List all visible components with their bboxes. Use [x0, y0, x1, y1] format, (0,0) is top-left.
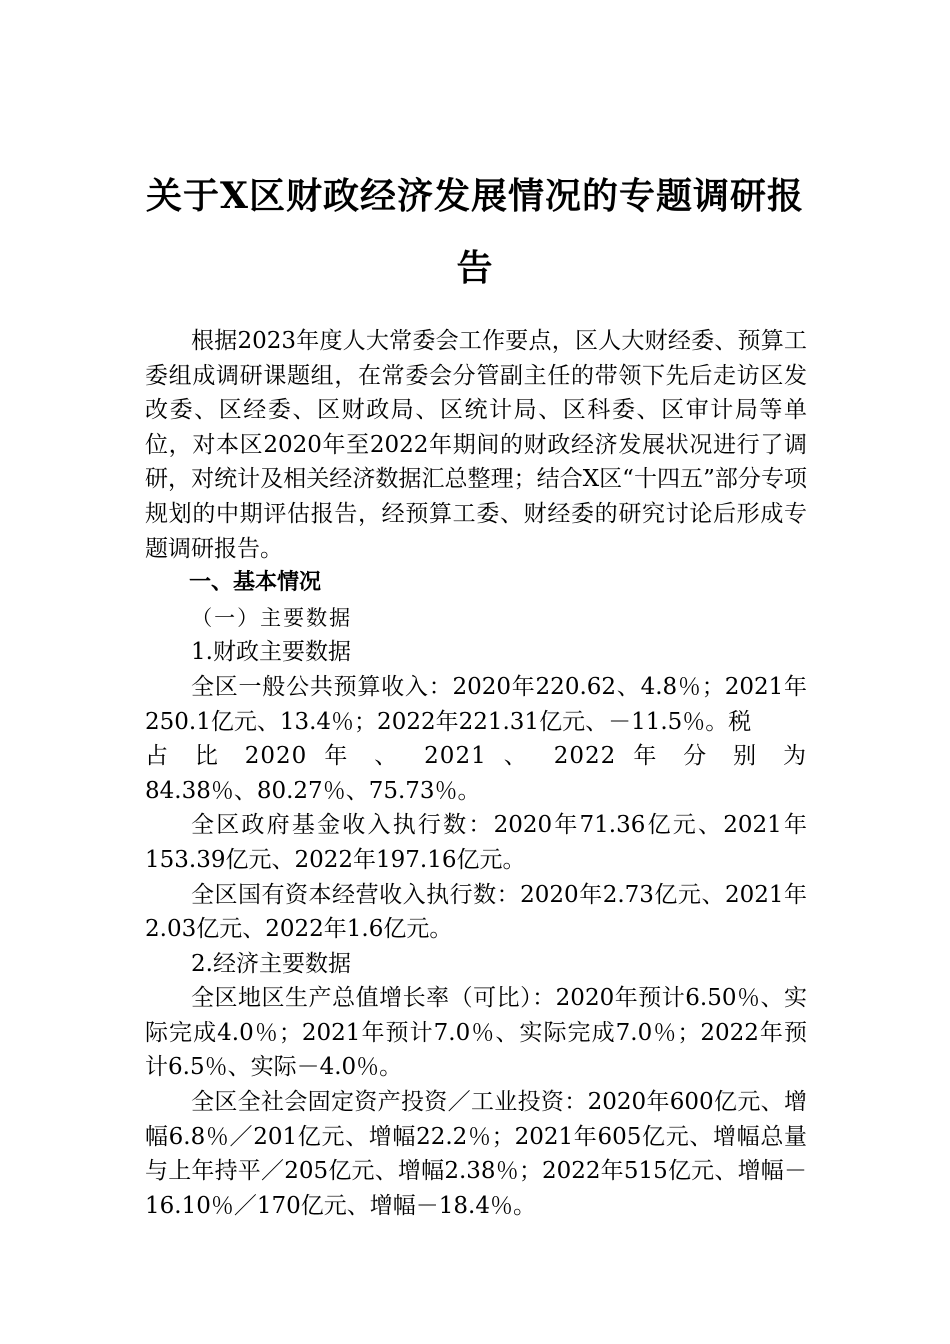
government-fund-paragraph: 全区政府基金收入执行数：2020年71.36亿元、2021年153.39亿元、2022年197.16亿元。 [145, 812, 807, 873]
intro-paragraph: 根据2023年度人大常委会工作要点，区人大财经委、预算工委组成调研课题组，在常委会分管副主任的带领下先后走访区发改委、区经委、区财政局、区统计局、区科委、区审计局等单位，对本区2020年至2022年期间的财政经济发展状况进行了调研，对统计及相关经济数据汇总整理；结合X区“十四五”部分专项规划的中期评估报告，经预算工委、财经委的研究讨论后形成专题调研报告。 [145, 328, 807, 562]
budget-revenue-line-3: 84.38％、80.27％、75.73％。 [145, 777, 481, 804]
section-heading-basic-situation: 一、基本情况 [189, 570, 322, 596]
document-title-line-1: 关于X区财政经济发展情况的专题调研报 [146, 175, 804, 217]
document-title [145, 160, 805, 304]
item-heading-fiscal-data: 1.财政主要数据 [191, 639, 351, 666]
fixed-asset-investment-paragraph: 全区全社会固定资产投资／工业投资：2020年600亿元、增幅6.8％／201亿元、增幅22.2％；2021年605亿元、增幅总量与上年持平／205亿元、增幅2.38％；2022年515亿元、增幅－16.10％／170亿元、增幅－18.4％。 [145, 1089, 807, 1219]
subsection-heading-main-data: （一）主要数据 [191, 605, 353, 630]
gdp-growth-paragraph: 全区地区生产总值增长率（可比）：2020年预计6.50％、实际完成4.0％；2021年预计7.0％、实际完成7.0％；2022年预计6.5％、实际－4.0％。 [145, 985, 807, 1081]
document-title-line-2: 告 [456, 247, 494, 289]
state-capital-paragraph: 全区国有资本经营收入执行数：2020年2.73亿元、2021年2.03亿元、2022年1.6亿元。 [145, 881, 807, 943]
item-heading-economic-data: 2.经济主要数据 [191, 950, 351, 977]
budget-revenue-line-2: 占 比 2020 年 、 2021 、 2022 年 分 别 为 [145, 743, 807, 770]
budget-revenue-line-1: 全区一般公共预算收入：2020年220.62、4.8％；2021年250.1亿元、13.4％；2022年221.31亿元、－11.5％。税 [145, 673, 807, 735]
document-body [145, 324, 807, 1223]
budget-revenue-paragraph [145, 670, 807, 808]
